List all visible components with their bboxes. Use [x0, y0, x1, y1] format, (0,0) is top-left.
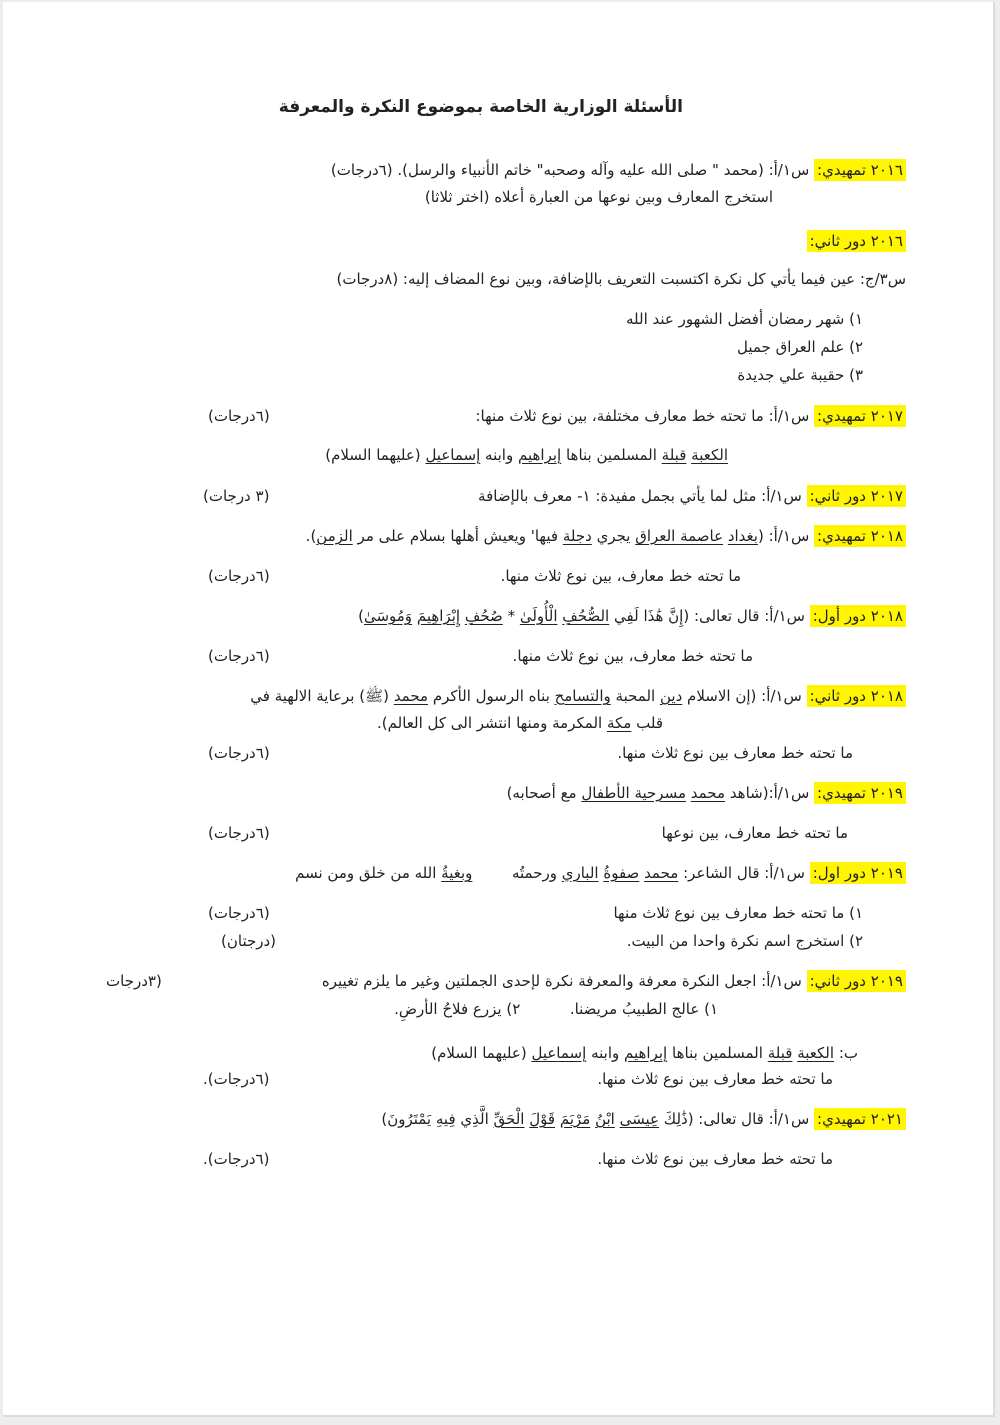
plain-text: فيها' ويعيش أهلها بسلام على مر — [357, 527, 559, 545]
plain-text: ب: — [838, 1044, 858, 1062]
underlined-word: عِيسَى — [619, 1110, 660, 1128]
plain-text: س١/أ: ( — [757, 527, 810, 545]
list-item: ٣) حقيبة علي جديدة — [737, 366, 863, 384]
underlined-word: دين — [659, 687, 683, 705]
year-highlight: ٢٠١٧ دور ثاني: — [807, 485, 906, 507]
underlined-word: ابْنُ — [595, 1110, 615, 1128]
list-item: ٢) استخرج اسم نكرة واحدا من البيت. — [626, 932, 863, 950]
underlined-word: إبراهيم — [624, 1044, 668, 1062]
grade-label: (٦درجات) — [208, 407, 270, 425]
underlined-word: صفوةُ — [603, 864, 640, 882]
question-instruction: استخرج المعارف وبين نوعها من العبارة أعلاه (اختر ثلاثا) — [424, 188, 773, 206]
underlined-word: إسماعيل — [425, 446, 481, 464]
underlined-word: وَمُوسَىٰ — [363, 607, 413, 625]
question-text: ما تحته خط معارف، بين نوع ثلاث منها. — [512, 647, 753, 665]
list-item: ١) ما تحته خط معارف بين نوع ثلاث منها — [613, 904, 863, 922]
question-text: س١/أ: مثل لما يأتي بجمل مفيدة: ١- معرف بالإضافة — [478, 487, 802, 505]
question-2019-preliminary — [507, 782, 906, 804]
underlined-word: الْحَقِّ — [493, 1110, 525, 1128]
plain-text: ١) عالج الطبيبُ مريضنا. — [569, 1000, 718, 1018]
plain-text: المسلمين بناها — [672, 1044, 763, 1062]
underlined-word: محمد — [690, 784, 726, 802]
plain-text: المسلمين بناها — [565, 446, 657, 464]
underlined-word: الباري — [561, 864, 599, 882]
question-text: ما تحته خط معارف بين نوع ثلاث منها. — [597, 1070, 833, 1088]
underlined-word: الْأُولَىٰ — [519, 607, 558, 625]
year-highlight: ٢٠١٦ تمهيدي: — [814, 159, 906, 181]
year-highlight: ٢٠١٩ دور ثاني: — [807, 970, 906, 992]
underlined-word: إِبْرَاهِيمَ — [416, 607, 461, 625]
grade-label: (٦درجات) — [208, 567, 270, 585]
plain-text: (عليهما السلام) — [431, 1044, 527, 1062]
underlined-word: عاصمة العراق — [635, 527, 724, 545]
list-item: ١) شهر رمضان أفضل الشهور عند الله — [626, 310, 863, 328]
plain-text: مع أصحابه) — [506, 784, 577, 802]
grade-label: (٦درجات). — [203, 1070, 270, 1088]
plain-text: يجري — [596, 527, 631, 545]
question-text: ما تحته خط معارف بين نوع ثلاث منها. — [597, 1150, 833, 1168]
underlined-word: قَوْلَ — [529, 1110, 556, 1128]
question-2017-second — [478, 485, 906, 507]
question-2021-preliminary — [381, 1108, 906, 1130]
underlined-word: وبغيةُ — [441, 864, 473, 882]
question-2019-first — [295, 862, 906, 884]
grade-label: (٦درجات) — [208, 824, 270, 842]
plain-text: قلب — [636, 714, 663, 732]
sentence-line — [325, 444, 728, 466]
grade-label: (٦درجات) — [208, 744, 270, 762]
underlined-word: الصُّحُفِ — [562, 607, 610, 625]
question-text: ما تحته خط معارف، بين نوع ثلاث منها. — [500, 567, 741, 585]
question-text: ما تحته خط معارف بين نوع ثلاث منها. — [617, 744, 853, 762]
year-highlight: ٢٠١٨ تمهيدي: — [814, 525, 906, 547]
document-page — [3, 2, 995, 1417]
year-highlight: ٢٠١٨ دور ثاني: — [807, 685, 906, 707]
plain-text: ورحمتُه — [511, 864, 557, 882]
plain-text: (ﷺ) برعاية الالهية في — [250, 687, 390, 705]
underlined-word: مكة — [606, 714, 632, 732]
plain-text: س١/أ:(شاهد — [729, 784, 810, 802]
plain-text: س١/أ: (إن الاسلام — [687, 687, 802, 705]
underlined-word: والتسامح — [554, 687, 611, 705]
grade-label: (٣درجات — [106, 972, 162, 990]
grade-label: (٦درجات). — [203, 1150, 270, 1168]
year-highlight: ٢٠١٨ دور أول: — [810, 605, 906, 627]
underlined-word: الزمن — [316, 527, 353, 545]
underlined-word: دجلة — [562, 527, 592, 545]
underlined-word: صُحُفِ — [464, 607, 503, 625]
underlined-word: قبلة — [767, 1044, 793, 1062]
underlined-word: إسماعيل — [531, 1044, 587, 1062]
question-text: ما تحته خط معارف، بين نوعها — [661, 824, 848, 842]
question-text: س٣/ج: عين فيما يأتي كل نكرة اكتسبت التعريف بالإضافة، وبين نوع المضاف إليه: (٨درجات) — [336, 270, 906, 288]
underlined-word: إبراهيم — [517, 446, 562, 464]
page-title: الأسئلة الوزارية الخاصة بموضوع النكرة والمعرفة — [278, 97, 683, 117]
question-text: س١/أ: (محمد " صلى الله عليه وآله وصحبه" خاتم الأنبياء والرسل). (٦درجات) — [330, 161, 810, 179]
plain-text: س١/أ: قال الشاعر: — [683, 864, 805, 882]
plain-text: وابنه — [485, 446, 514, 464]
question-2018-first — [358, 605, 906, 627]
underlined-word: الكعبة — [797, 1044, 835, 1062]
year-highlight: ٢٠١٦ دور ثاني: — [807, 230, 906, 252]
underlined-word: الكعبة — [691, 446, 728, 464]
plain-text: ) — [358, 607, 364, 625]
plain-text: المكرمة ومنها انتشر الى كل العالم). — [377, 714, 603, 732]
year-highlight: ٢٠١٧ تمهيدي: — [814, 405, 906, 427]
plain-text: بناه الرسول الأكرم — [432, 687, 550, 705]
sentence-line — [431, 1042, 858, 1064]
plain-text: الَّذِي فِيهِ يَمْتَرُونَ) — [381, 1110, 489, 1128]
question-2016-preliminary — [331, 159, 906, 181]
underlined-word: مَرْيَمَ — [559, 1110, 591, 1128]
question-2018-preliminary — [306, 525, 906, 547]
question-continuation — [377, 712, 663, 734]
plain-text: س١/أ: قال تعالى: (إِنَّ هَٰذَا لَفِي — [614, 607, 805, 625]
plain-text: * — [507, 607, 516, 625]
question-2019-second — [322, 970, 906, 992]
grade-label: (٣ درجات) — [203, 487, 270, 505]
plain-text: (عليهما السلام) — [325, 446, 421, 464]
question-2016-second — [807, 230, 906, 252]
underlined-word: مسرحية الأطفال — [581, 784, 686, 802]
plain-text: س١/أ: قال تعالى: (ذَٰلِكَ — [663, 1110, 810, 1128]
question-text: س١/أ: اجعل النكرة معرفة والمعرفة نكرة لإحدى الجملتين وغير ما يلزم تغييره — [321, 972, 802, 990]
grade-label: (٦درجات) — [208, 647, 270, 665]
plain-text: الله من خلق ومن نسم — [295, 864, 437, 882]
plain-text: المحبة — [615, 687, 656, 705]
underlined-word: بغداد — [727, 527, 758, 545]
plain-text: ). — [305, 527, 317, 545]
question-2017-preliminary — [475, 405, 906, 427]
year-highlight: ٢٠٢١ تمهيدي: — [814, 1108, 906, 1130]
underlined-word: محمد — [644, 864, 679, 882]
list-item: ٢) علم العراق جميل — [736, 338, 863, 356]
grade-label: (درجتان) — [221, 932, 277, 950]
grade-label: (٦درجات) — [208, 904, 270, 922]
sentence-line — [394, 998, 718, 1020]
underlined-word: محمد — [393, 687, 429, 705]
underlined-word: قبلة — [661, 446, 687, 464]
question-text: س١/أ: ما تحته خط معارف مختلفة، بين نوع ثلاث منها: — [475, 407, 810, 425]
plain-text: وابنه — [591, 1044, 620, 1062]
plain-text: ٢) يزرع فلاحُ الأرضِ. — [394, 1000, 521, 1018]
question-2018-second — [250, 685, 906, 707]
year-highlight: ٢٠١٩ دور اول: — [810, 862, 906, 884]
year-highlight: ٢٠١٩ تمهيدي: — [814, 782, 906, 804]
